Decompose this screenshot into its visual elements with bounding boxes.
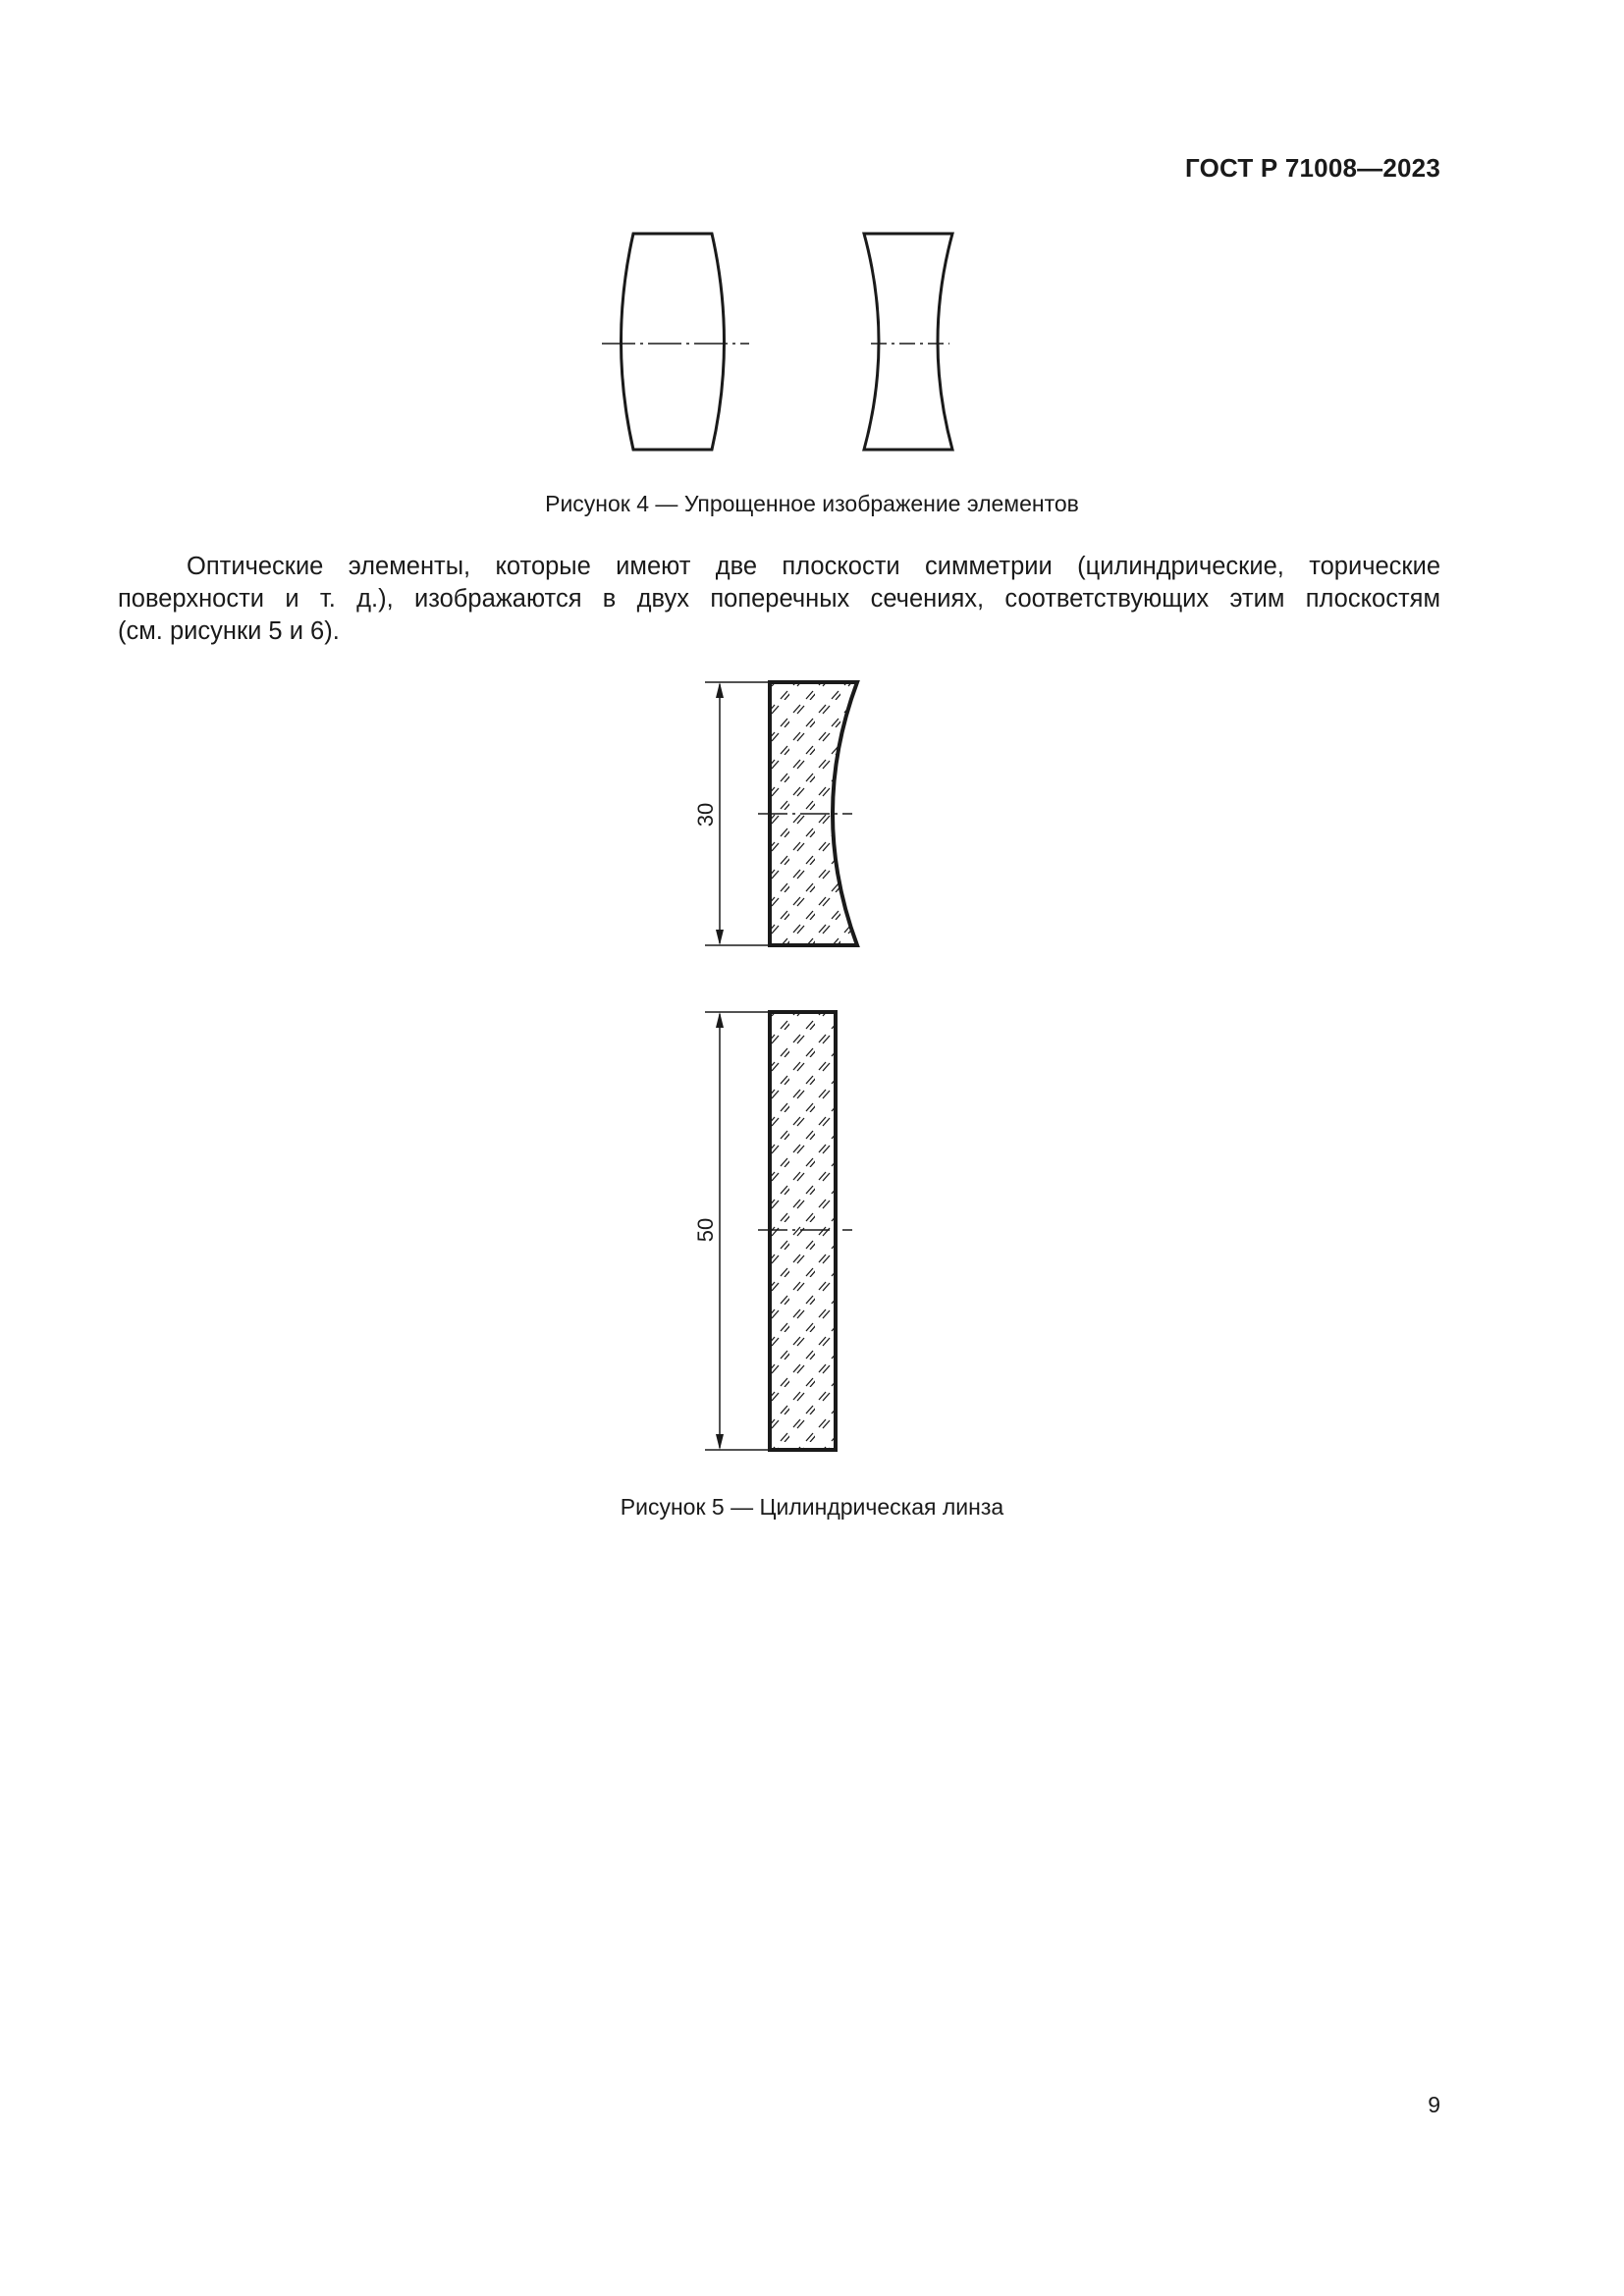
arrow-bottom-up <box>716 1012 724 1028</box>
convex-lens-outline <box>622 234 725 450</box>
arrow-top-up <box>716 682 724 698</box>
concave-lens-outline <box>864 234 952 450</box>
dimension-label-30: 30 <box>693 802 718 828</box>
dimension-label-50: 50 <box>693 1217 718 1243</box>
section-bottom <box>693 1012 852 1450</box>
paragraph-line: Оптические элементы, которые имеют две плоскости симметрии (цилиндрические, торические <box>187 553 1440 580</box>
paragraph-line: поверхности и т. д.), изображаются в двух поперечных сечениях, соответствующих этим плоскостям <box>118 585 1440 613</box>
figure-4-lenses <box>584 224 977 459</box>
paragraph-line: (см. рисунки 5 и 6). <box>118 617 340 645</box>
document-code: ГОСТ Р 71008—2023 <box>1185 153 1440 183</box>
arrow-bottom-down <box>716 1434 724 1450</box>
body-paragraph <box>118 551 1440 648</box>
figure-5-caption: Рисунок 5 — Цилиндрическая линза <box>620 1494 1004 1520</box>
lens-section-flat <box>770 1012 836 1450</box>
figure-4-caption: Рисунок 4 — Упрощенное изображение элементов <box>545 491 1079 516</box>
figure-5-cylindrical-lens <box>687 672 884 1458</box>
section-top <box>693 682 857 945</box>
page-number: 9 <box>1428 2092 1440 2117</box>
arrow-top-down <box>716 930 724 945</box>
